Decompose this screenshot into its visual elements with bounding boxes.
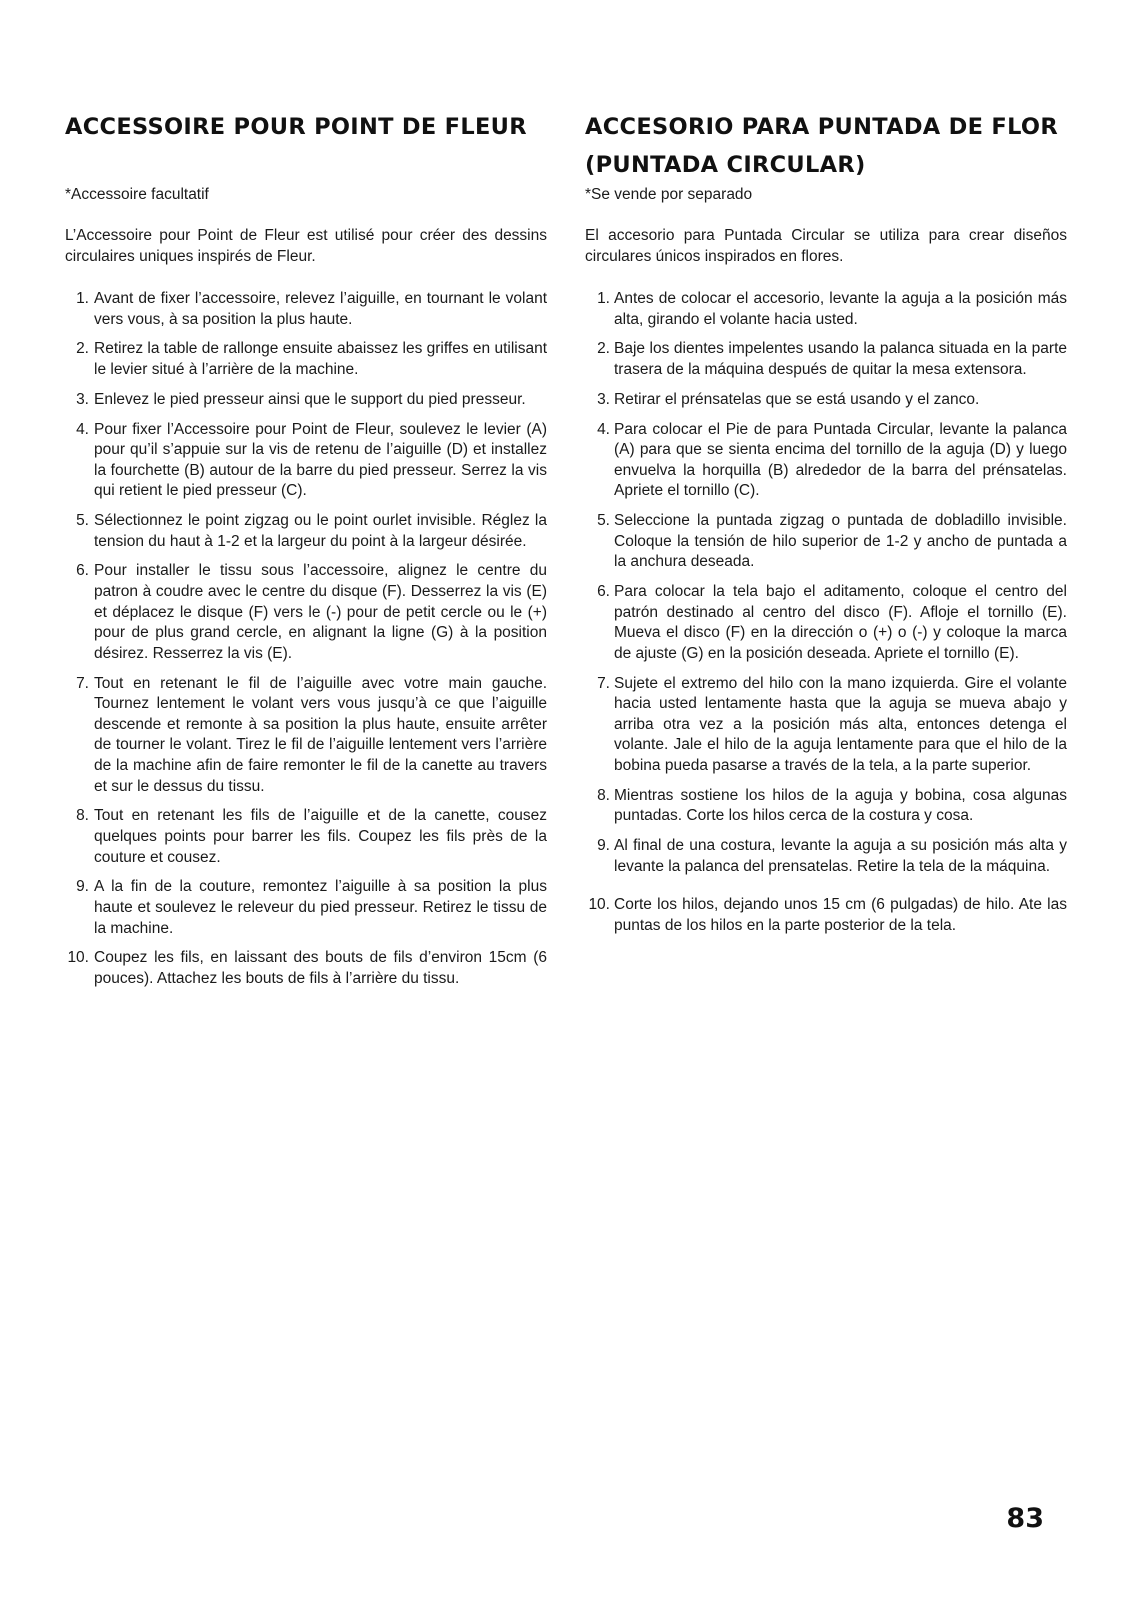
- step-text: Para colocar el Pie de para Puntada Circular, levante la palanca (A) para que se sienta encima del tornillo de la aguja (D) y luego envuelva la horquilla (B) alrededor de la barra del prénsatelas. Apriete el tornillo (C).: [614, 420, 1067, 500]
- french-step: [65, 561, 547, 664]
- step-text: Mientras sostiene los hilos de la aguja y bobina, cosa algunas puntadas. Corte los hilos cerca de la costura y cosa.: [614, 786, 1067, 825]
- step-number: 6.: [597, 583, 610, 601]
- spanish-step: [585, 836, 1067, 877]
- spanish-step: [585, 895, 1067, 936]
- step-text: Corte los hilos, dejando unos 15 cm (6 pulgadas) de hilo. Ate las puntas de los hilos en la parte posterior de la tela.: [614, 896, 1067, 934]
- spanish-intro: El accesorio para Puntada Circular se utiliza para crear diseños circulares únicos inspirados en flores.: [585, 227, 1067, 265]
- step-number: 2.: [597, 340, 610, 358]
- step-text: Coupez les fils, en laissant des bouts de fils d’environ 15cm (6 pouces). Attachez les bouts de fils à l’arrière du tissu.: [94, 949, 547, 987]
- step-number: 3.: [597, 390, 610, 408]
- step-text: Sélectionnez le point zigzag ou le point ourlet invisible. Réglez la tension du haut à 1-2 et la largeur du point à la largeur désirée.: [94, 512, 547, 550]
- spanish-step: [585, 420, 1067, 502]
- page-number: 83: [1006, 1503, 1044, 1534]
- step-number: 8.: [76, 807, 89, 825]
- step-text: Para colocar la tela bajo el aditamento, coloque el centro del patrón destinado al centro del disco (F). Afloje el tornillo (E). Mueva el disco (F) en la dirección o (+) o (-) y coloque la marca de ajuste (G) en la posición deseada. Apriete el tornillo (E).: [614, 583, 1067, 662]
- spanish-step: [585, 289, 1067, 330]
- step-number: 6.: [76, 562, 89, 580]
- step-text: Avant de fixer l’accessoire, relevez l’aiguille, en tournant le volant vers vous, à sa position la plus haute.: [94, 290, 547, 328]
- french-step: [65, 806, 547, 868]
- step-number: 9.: [597, 837, 610, 855]
- french-step: [65, 420, 547, 502]
- step-text: Retirez la table de rallonge ensuite abaissez les griffes en utilisant le levier situé à l’arrière de la machine.: [94, 340, 547, 378]
- spanish-steps: [585, 289, 1067, 937]
- french-step: [65, 511, 547, 552]
- step-number: 9.: [76, 878, 89, 896]
- step-number: 8.: [597, 786, 610, 804]
- step-number: 3.: [76, 390, 89, 408]
- french-column: [65, 108, 547, 999]
- spanish-step: [585, 582, 1067, 664]
- french-step: [65, 948, 547, 989]
- step-number: 1.: [76, 290, 89, 307]
- step-number: 2.: [76, 340, 89, 358]
- step-text: Tout en retenant les fils de l’aiguille et de la canette, cousez quelques points pour barrer les fils. Coupez les fils près de la couture et cousez.: [94, 807, 547, 866]
- french-step: [65, 390, 547, 411]
- step-number: 4.: [76, 420, 89, 438]
- step-number: 10.: [67, 949, 89, 967]
- step-text: A la fin de la couture, remontez l’aiguille à sa position la plus haute et soulevez le releveur du pied presseur. Retirez le tissu de la machine.: [94, 878, 547, 937]
- french-step: [65, 877, 547, 939]
- spanish-step: [585, 786, 1067, 827]
- step-number: 5.: [76, 512, 89, 530]
- step-number: 1.: [597, 290, 610, 307]
- step-text: Seleccione la puntada zigzag o puntada de dobladillo invisible. Coloque la tensión de hilo superior de 1-2 y ancho de puntada a la anchura deseada.: [614, 512, 1067, 571]
- step-number: 10.: [588, 896, 610, 914]
- spanish-note: *Se vende por separado: [585, 186, 753, 203]
- french-step: [65, 289, 547, 330]
- step-number: 5.: [597, 512, 610, 530]
- step-text: Sujete el extremo del hilo con la mano izquierda. Gire el volante hacia usted lentamente hasta que la aguja se mueva abajo y arriba otra vez a la posición más alta, entonces detenga el volante. Jale el hilo de la aguja lentamente para que el hilo de la bobina pueda pasarse a través de la tela, a la parte superior.: [614, 674, 1067, 774]
- step-number: 7.: [76, 674, 89, 692]
- french-title: ACCESSOIRE POUR POINT DE FLEUR: [65, 114, 527, 140]
- french-note: *Accessoire facultatif: [65, 186, 209, 203]
- spanish-column: [585, 108, 1067, 946]
- step-number: 7.: [597, 674, 610, 692]
- step-text: Pour installer le tissu sous l’accessoire, alignez le centre du patron à coudre avec le centre du disque (F). Desserrez la vis (E) et déplacez le disque (F) vers le (-) pour de petit cercle ou le (+) pour de plus grand cercle, en alignant la ligne (G) à la position désirez. Resserrez la vis (E).: [94, 562, 547, 662]
- spanish-step: [585, 511, 1067, 573]
- step-text: Antes de colocar el accesorio, levante la aguja a la posición más alta, girando el volante hacia usted.: [614, 290, 1067, 328]
- spanish-step: [585, 390, 1067, 411]
- french-intro: L’Accessoire pour Point de Fleur est utilisé pour créer des dessins circulaires uniques inspirés de Fleur.: [65, 227, 547, 265]
- spanish-title: ACCESORIO PARA PUNTADA DE FLOR (PUNTADA CIRCULAR): [585, 114, 1058, 178]
- step-text: Tout en retenant le fil de l’aiguille avec votre main gauche. Tournez lentement le volant vers vous jusqu’à ce que l’aiguille descende et remonte à sa position la plus haute, ensuite arrêter de tourner le volant. Tirez le fil de l’aiguille lentement vers l’arrière de la machine afin de faire remonter le fil de la canette au travers et sur le dessus du tissu.: [94, 674, 547, 795]
- spanish-step: [585, 674, 1067, 777]
- step-number: 4.: [597, 420, 610, 438]
- french-steps: [65, 289, 547, 990]
- french-step: [65, 674, 547, 798]
- french-step: [65, 339, 547, 380]
- step-text: Retirar el prénsatelas que se está usando y el zanco.: [614, 390, 980, 408]
- step-text: Baje los dientes impelentes usando la palanca situada en la parte trasera de la máquina después de quitar la mesa extensora.: [614, 340, 1067, 378]
- step-text: Pour fixer l’Accessoire pour Point de Fleur, soulevez le levier (A) pour qu’il s’appuie sur la vis de retenu de l’aiguille (D) et installez la fourchette (B) autour de la barre du pied presseur. Serrez la vis qui retient le pied presseur (C).: [94, 420, 547, 500]
- spanish-step: [585, 339, 1067, 380]
- step-text: Al final de una costura, levante la aguja a su posición más alta y levante la palanca del prensatelas. Retire la tela de la máquina.: [614, 837, 1067, 875]
- step-text: Enlevez le pied presseur ainsi que le support du pied presseur.: [94, 390, 526, 408]
